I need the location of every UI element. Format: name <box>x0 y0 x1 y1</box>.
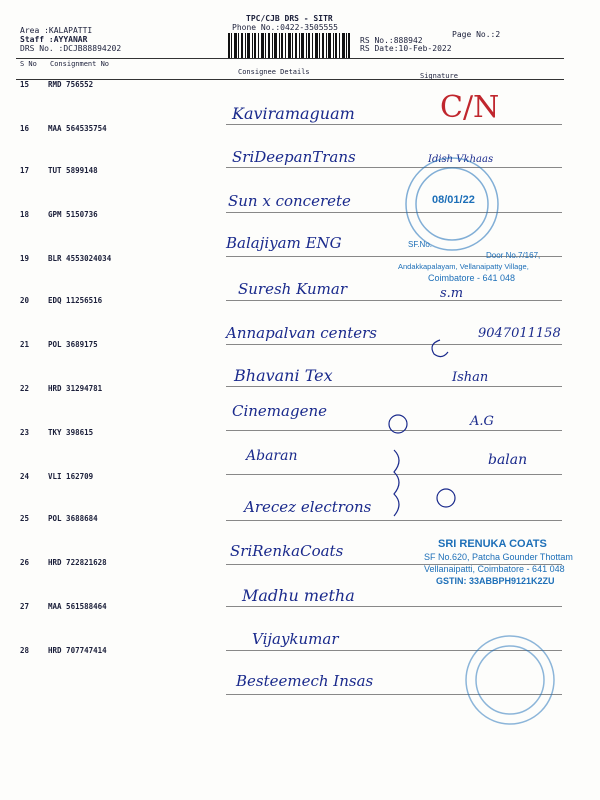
row-consignment: BLR 4553024034 <box>48 254 112 263</box>
upper-stamp-sf: SF.No. <box>408 240 433 249</box>
signature-line <box>226 386 562 387</box>
handwritten-name: Abaran <box>246 448 298 464</box>
phone-number: Phone No.:0422-3505555 <box>232 23 338 32</box>
signature-line <box>226 344 562 345</box>
stamp-company-name: SRI RENUKA COATS <box>438 538 547 550</box>
row-consignment: VLI 162709 <box>48 472 94 481</box>
staff-label: Staff :AYYANAR <box>20 35 88 44</box>
handwritten-name: Vijaykumar <box>252 630 339 648</box>
stamp-address-line1: SF No.620, Patcha Gounder Thottam <box>424 552 573 562</box>
header-rule-top <box>16 58 564 59</box>
col-sno: S No <box>20 60 37 68</box>
row-consignment: RMD 756552 <box>48 80 94 89</box>
red-signature: C/N <box>440 90 500 125</box>
signature-line <box>226 606 562 607</box>
handwritten-name: Suresh Kumar <box>238 280 347 298</box>
handwritten-name: Arecez electrons <box>244 498 372 516</box>
upper-stamp-address: Andakkapalayam, Vellanaipatty Village, <box>398 262 529 271</box>
signature: A.G <box>470 414 494 429</box>
row-sno: 16 <box>20 124 30 133</box>
row-sno: 28 <box>20 646 30 655</box>
row-sno: 24 <box>20 472 30 481</box>
col-consignee: Consignee Details <box>238 68 310 76</box>
barcode <box>228 33 350 59</box>
row-consignment: POL 3688684 <box>48 514 98 523</box>
row-sno: 22 <box>20 384 30 393</box>
upper-stamp-city: Coimbatore - 641 048 <box>428 273 516 283</box>
rs-date: RS Date:10-Feb-2022 <box>360 44 452 53</box>
row-consignment: HRD 707747414 <box>48 646 107 655</box>
row-sno: 27 <box>20 602 30 611</box>
signature-line <box>226 474 562 475</box>
row-consignment: GPM 5150736 <box>48 210 98 219</box>
row-sno: 26 <box>20 558 30 567</box>
handwritten-name: SriDeepanTrans <box>232 148 356 166</box>
signature: s.m <box>440 286 464 301</box>
row-consignment: TUT 5899148 <box>48 166 98 175</box>
row-sno: 15 <box>20 80 30 89</box>
document-title: TPC/CJB DRS - SITR <box>246 14 333 23</box>
col-consignment: Consignment No <box>50 60 110 68</box>
signature: Ishan <box>452 370 489 385</box>
header-rule-bottom <box>16 79 564 80</box>
drs-number: DRS No. :DCJB88894202 <box>20 44 122 53</box>
row-consignment: TKY 398615 <box>48 428 94 437</box>
signature-line <box>226 694 562 695</box>
signature: 9047011158 <box>478 326 561 341</box>
handwritten-name: Madhu metha <box>242 586 355 605</box>
handwritten-name: Balajiyam ENG <box>226 234 342 252</box>
signature-line <box>226 124 562 125</box>
signature-line <box>226 212 562 213</box>
row-sno: 23 <box>20 428 30 437</box>
row-sno: 25 <box>20 514 30 523</box>
circled-marks <box>389 340 455 516</box>
handwritten-name: Bhavani Tex <box>234 366 333 385</box>
signature: balan <box>488 452 528 468</box>
rs-number: RS No.:888942 <box>360 36 423 45</box>
row-sno: 18 <box>20 210 30 219</box>
signature-line <box>226 167 562 168</box>
page-number: Page No.:2 <box>452 30 501 39</box>
upper-stamp-date: 08/01/22 <box>432 194 475 206</box>
row-consignment: EDQ 11256516 <box>48 296 103 305</box>
col-signature: Signature <box>420 72 458 80</box>
row-sno: 20 <box>20 296 30 305</box>
signature: Idish Vkhaas <box>428 154 494 165</box>
row-sno: 17 <box>20 166 30 175</box>
row-consignment: MAA 564535754 <box>48 124 107 133</box>
handwritten-name: SriRenkaCoats <box>230 542 344 560</box>
row-consignment: HRD 722821628 <box>48 558 107 567</box>
row-consignment: POL 3689175 <box>48 340 98 349</box>
row-sno: 21 <box>20 340 30 349</box>
row-sno: 19 <box>20 254 30 263</box>
upper-stamp-door: Door No.7/167, <box>486 251 541 260</box>
signature-line <box>226 520 562 521</box>
handwritten-name: Kaviramaguam <box>232 104 355 123</box>
stamp-address-line2: Vellanaipatti, Coimbatore - 641 048 <box>424 564 565 574</box>
signature-line <box>226 300 562 301</box>
handwritten-name: Annapalvan centers <box>226 324 377 342</box>
row-consignment: MAA 561588464 <box>48 602 107 611</box>
area-label: Area :KALAPATTI <box>20 26 93 35</box>
signature-line <box>226 650 562 651</box>
signature-line <box>226 430 562 431</box>
row-consignment: HRD 31294781 <box>48 384 103 393</box>
handwritten-name: Cinemagene <box>232 402 327 420</box>
handwritten-name: Besteemech Insas <box>236 672 374 690</box>
handwritten-name: Sun x concerete <box>228 192 351 210</box>
stamp-gstin: GSTIN: 33ABBPH9121K2ZU <box>436 576 555 586</box>
